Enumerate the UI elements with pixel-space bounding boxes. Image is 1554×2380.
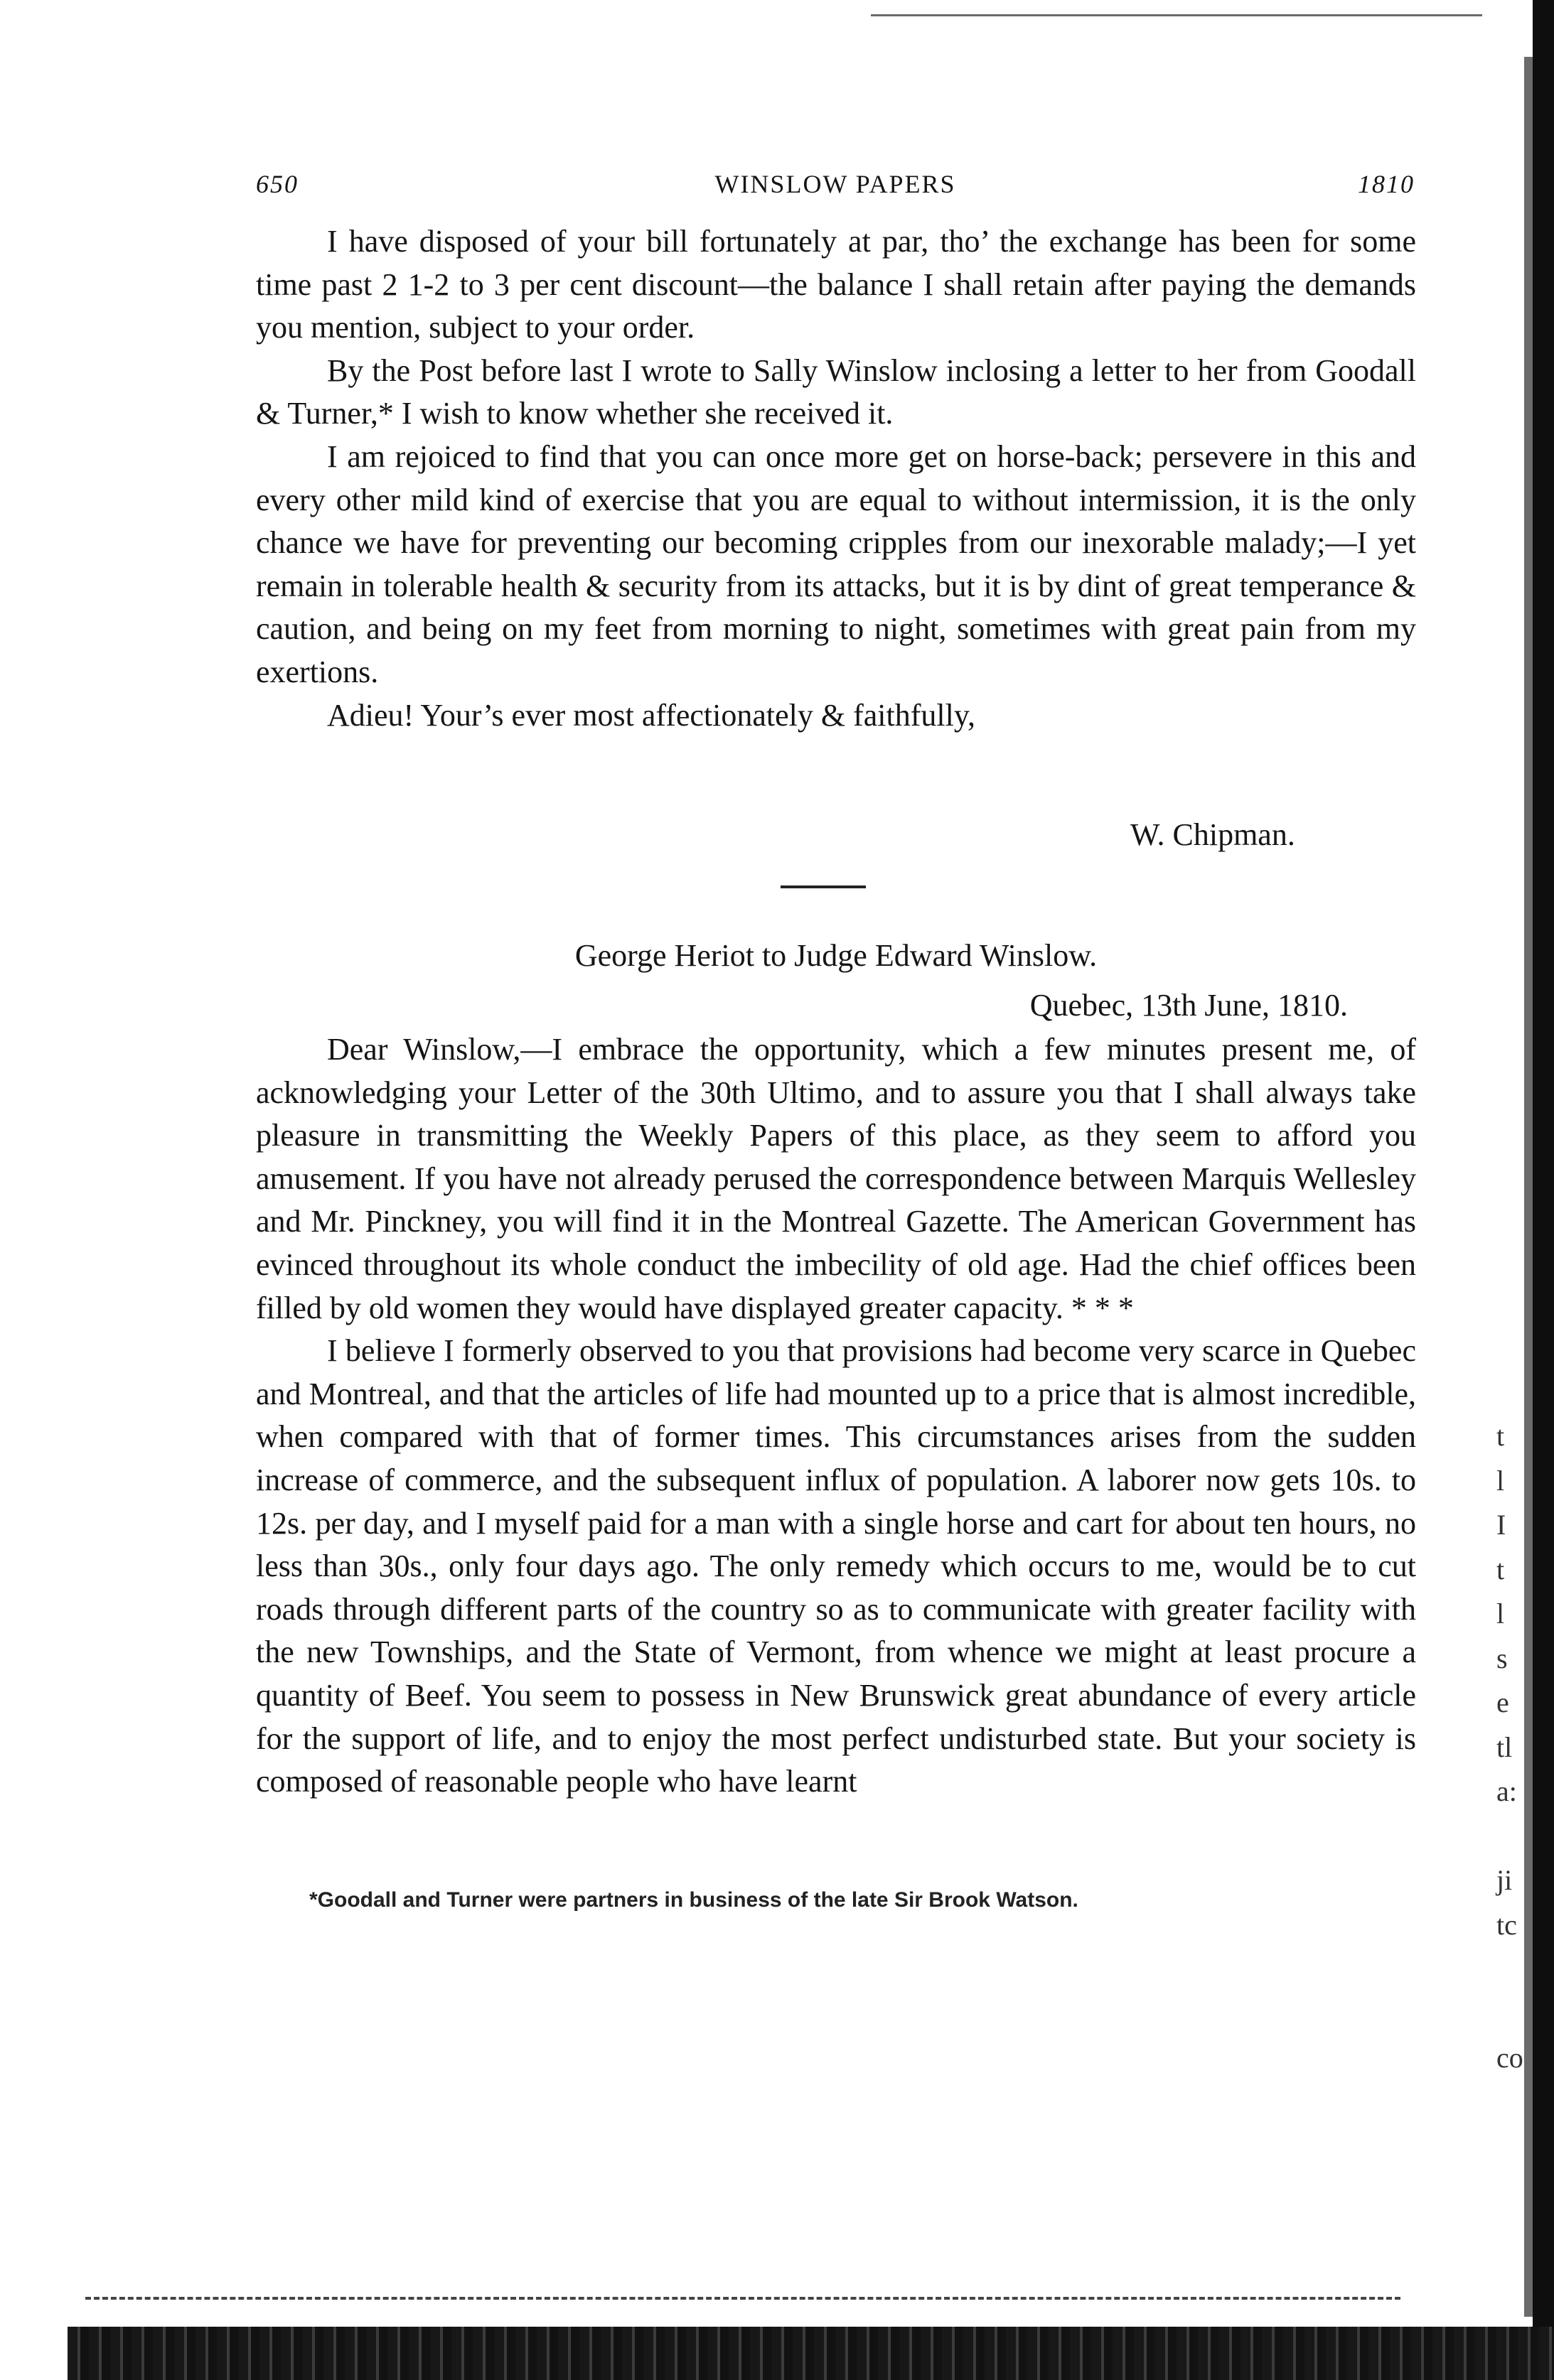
scan-bottom-dashes <box>85 2297 1400 2300</box>
margin-fragment: a: <box>1496 1775 1517 1807</box>
paragraph: I believe I formerly observed to you that provisions had become very scarce in Quebec and Montreal, and that the articles of life had mounted up to a price that is almost incredible, when compared with that of former times. This circumstances arises from the sudden increase of commerce, and the subsequent influx of population. A laborer now gets 10s. to 12s. per day, and I myself paid for a man with a single horse and cart for about ten hours, no less than 30s., only four days ago. The only remedy which occurs to me, would be to cut roads through different parts of the country so as to communicate with greater facility with the new Townships, and the State of Vermont, from whence we might at least procure a quantity of Beef. You seem to possess in New Brunswick great abundance of every article for the support of life, and to enjoy the most perfect undisturbed state. But your society is composed of reasonable people who have learnt <box>256 1333 1416 1799</box>
dateline: Quebec, 13th June, 1810. <box>1029 988 1348 1023</box>
margin-fragment <box>1496 1992 1539 2037</box>
letter-one-body <box>256 220 1416 737</box>
facing-page-fragments <box>1496 1414 1539 2081</box>
section-divider <box>781 885 866 888</box>
footnote: *Goodall and Turner were partners in business of the late Sir Brook Watson. <box>309 1888 1078 1912</box>
margin-fragment <box>1496 1814 1539 1859</box>
page-number: 650 <box>256 170 299 198</box>
margin-fragment: e <box>1496 1686 1509 1718</box>
margin-fragment: t <box>1496 1553 1505 1585</box>
paragraph: Dear Winslow,—I embrace the opportunity, which a few minutes present me, of acknowledging your Letter of the 30th Ultimo, and to assure you that I shall always take pleasure in transmitting the Weekly Papers of this place, as they seem to afford you amusement. If you have not already perused the correspondence between Marquis Wellesley and Mr. Pinckney, you will find it in the Montreal Gazette. The American Government has evinced throughout its whole conduct the imbecility of old age. Had the chief offices been filled by old women they would have displayed greater capacity. * * * <box>256 1032 1416 1325</box>
page-year: 1810 <box>1358 170 1415 198</box>
margin-fragment: co <box>1496 2042 1523 2074</box>
scan-bottom-band <box>68 2327 1554 2380</box>
margin-fragment: s <box>1496 1642 1508 1674</box>
margin-fragment: tc <box>1496 1908 1517 1941</box>
margin-fragment: tl <box>1496 1730 1513 1763</box>
top-rule <box>871 14 1482 16</box>
margin-fragment: l <box>1496 1464 1505 1497</box>
running-title: WINSLOW PAPERS <box>714 170 956 198</box>
margin-fragment: l <box>1496 1598 1505 1630</box>
paragraph: By the Post before last I wrote to Sally Winslow inclosing a letter to her from Goodall & Turner,* I wish to know whether she received it. <box>256 352 1416 431</box>
letter-two-body <box>256 1028 1416 1804</box>
page-header <box>256 169 1415 212</box>
signature: W. Chipman. <box>1130 817 1295 852</box>
paragraph: I have disposed of your bill fortunately at par, tho’ the exchange has been for some time past 2 1-2 to 3 per cent discount—the balance I shall retain after paying the demands you mention, subject to your order. <box>256 224 1416 345</box>
margin-fragment: ji <box>1496 1864 1513 1896</box>
closing: Adieu! Your’s ever most affectionately & faithfully, <box>327 697 975 733</box>
margin-fragment <box>1496 1947 1539 1992</box>
paragraph: I am rejoiced to find that you can once more get on horse-back; persevere in this and every other mild kind of exercise that you are equal to without intermission, it is the only chance we have for preventing our becoming cripples from our inexorable malady;—I yet remain in tolerable health & security from its attacks, but it is by dint of great temperance & caution, and being on my feet from morning to night, sometimes with great pain from my exertions. <box>256 438 1416 689</box>
margin-fragment: t <box>1496 1420 1505 1452</box>
letter-title: George Heriot to Judge Edward Winslow. <box>574 938 1098 973</box>
margin-fragment: I <box>1496 1509 1506 1541</box>
